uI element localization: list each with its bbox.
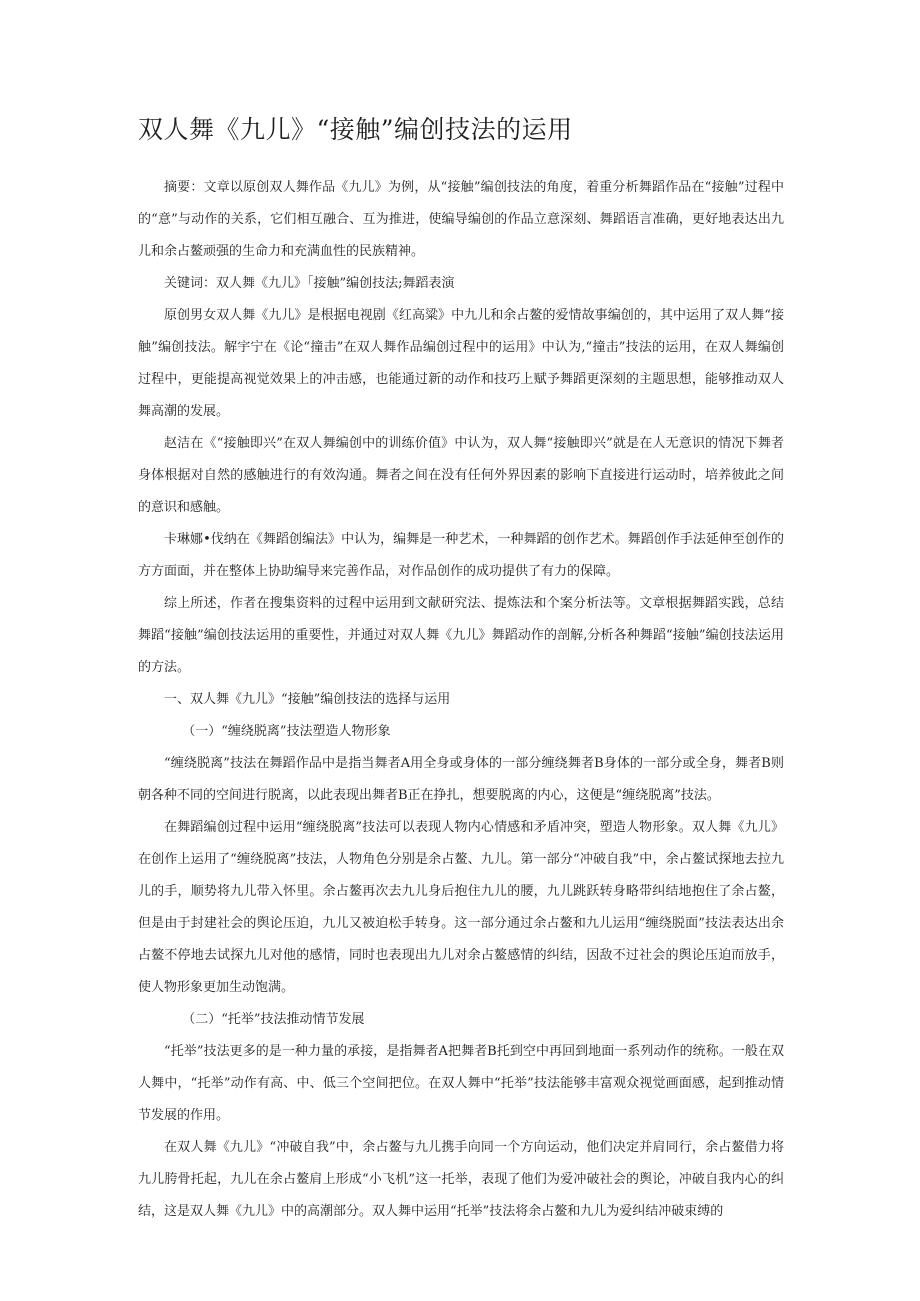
article-title: 双人舞《九儿》“接触”编创技法的运用 <box>138 115 573 144</box>
section-heading-1: 一、双人舞《九儿》“接触”编创技法的选择与运用 <box>164 692 451 707</box>
intro-paragraph-3: 卡琳娜•伐纳在《舞蹈创编法》中认为，编舞是一种艺术，一种舞蹈的创作艺术。舞蹈创作手法延伸至创作的方方面面，并在整体上协助编导来完善作品，对作品创作的成功提供了有力的保障。 <box>138 532 784 579</box>
intro-paragraph-4: 综上所述，作者在搜集资料的过程中运用到文献研究法、提炼法和个案分析法等。文章根据舞蹈实践，总结舞蹈“接触”编创技法运用的重要性，并通过对双人舞《九儿》舞蹈动作的剖解,分析各种舞蹈“接触”编创技法运用的方法。 <box>138 596 784 675</box>
subsection-heading-1: （一）“缠绕脱离”技法塑造人物形象 <box>182 724 391 739</box>
intro-paragraph-1: 原创男女双人舞《九儿》是根据电视剧《红高粱》中九儿和余占鳌的爱情故事编创的，其中运用了双人舞“接触”编创技法。解宇宁在《论“撞击”在双人舞作品编创过程中的运用》中认为,“撞击”技法的运用，在双人舞编创过程中，更能提高视觉效果上的冲击感，也能通过新的动作和技巧上赋予舞蹈更深刻的主题思想，能够推动双人舞高潮的发展。 <box>138 308 784 419</box>
abstract-paragraph: 摘要：文章以原创双人舞作品《九儿》为例，从“接触”编创技法的角度，着重分析舞蹈作品在“接触”过程中的“意”与动作的关系，它们相互融合、互为推进，使编导编创的作品立意深刻、舞蹈语言准确，更好地表达出九儿和余占鳌顽强的生命力和充满血性的民族精神。 <box>138 180 784 259</box>
keywords-line: 关键词：双人舞《九儿》「接触”编创技法;舞蹈表演 <box>164 276 455 291</box>
subsection-2-paragraph-1: “托举”技法更多的是一种力量的承接，是指舞者A把舞者B托到空中再回到地面一系列动作的统称。一般在双人舞中，“托举”动作有高、中、低三个空间把位。在双人舞中“托举”技法能够丰富观众视觉画面感，起到推动情节发展的作用。 <box>138 1044 784 1123</box>
article-body <box>138 108 784 1228</box>
subsection-2-paragraph-2: 在双人舞《九儿》“冲破自我”中，余占鳌与九儿携手向同一个方向运动，他们决定并肩同行，余占鳌借力将九儿胯骨托起，九儿在余占鳌肩上形成“小飞机”这一托举，表现了他们为爱冲破社会的舆论，冲破自我内心的纠结，这是双人舞《九儿》中的高潮部分。双人舞中运用“托举”技法将余占鳌和九儿为爱纠结冲破束缚的 <box>138 1140 784 1219</box>
subsection-1-paragraph-2: 在舞蹈编创过程中运用“缠绕脱离”技法可以表现人物内心情感和矛盾冲突，塑造人物形象。双人舞《九儿》在创作上运用了“缠绕脱离”技法，人物角色分别是余占鳌、九儿。第一部分“冲破自我”中，余占鳌试探地去拉九儿的手，顺势将九儿带入怀里。余占鳌再次去九儿身后抱住九儿的腰，九儿跳跃转身略带纠结地抱住了余占鳌，但是由于封建社会的舆论压迫，九儿又被迫松手转身。这一部分通过余占鳌和九儿运用“缠绕脱面”技法表达出余占鳌不停地去试探九儿对他的感情，同时也表现出九儿对余占鳌感情的纠结，因敌不过社会的舆论压迫而放手，使人物形象更加生动饱满。 <box>138 820 784 995</box>
intro-paragraph-2: 赵洁在《“接触即兴”在双人舞编创中的训练价值》中认为，双人舞“接触即兴”就是在人无意识的情况下舞者身体根据对自然的感触进行的有效沟通。舞者之间在没有任何外界因素的影响下直接进行运动时，培养彼此之间的意识和感触。 <box>138 436 784 515</box>
subsection-1-paragraph-1: “缠绕脱离”技法在舞蹈作品中是指当舞者A用全身或身体的一部分缠绕舞者B身体的一部分或全身，舞者B则朝各种不同的空间进行脱离，以此表现出舞者B正在挣扎，想要脱离的内心，这便是“缠绕脱离”技法。 <box>138 756 784 803</box>
subsection-heading-2: （二）“托举”技法推动情节发展 <box>182 1012 365 1027</box>
